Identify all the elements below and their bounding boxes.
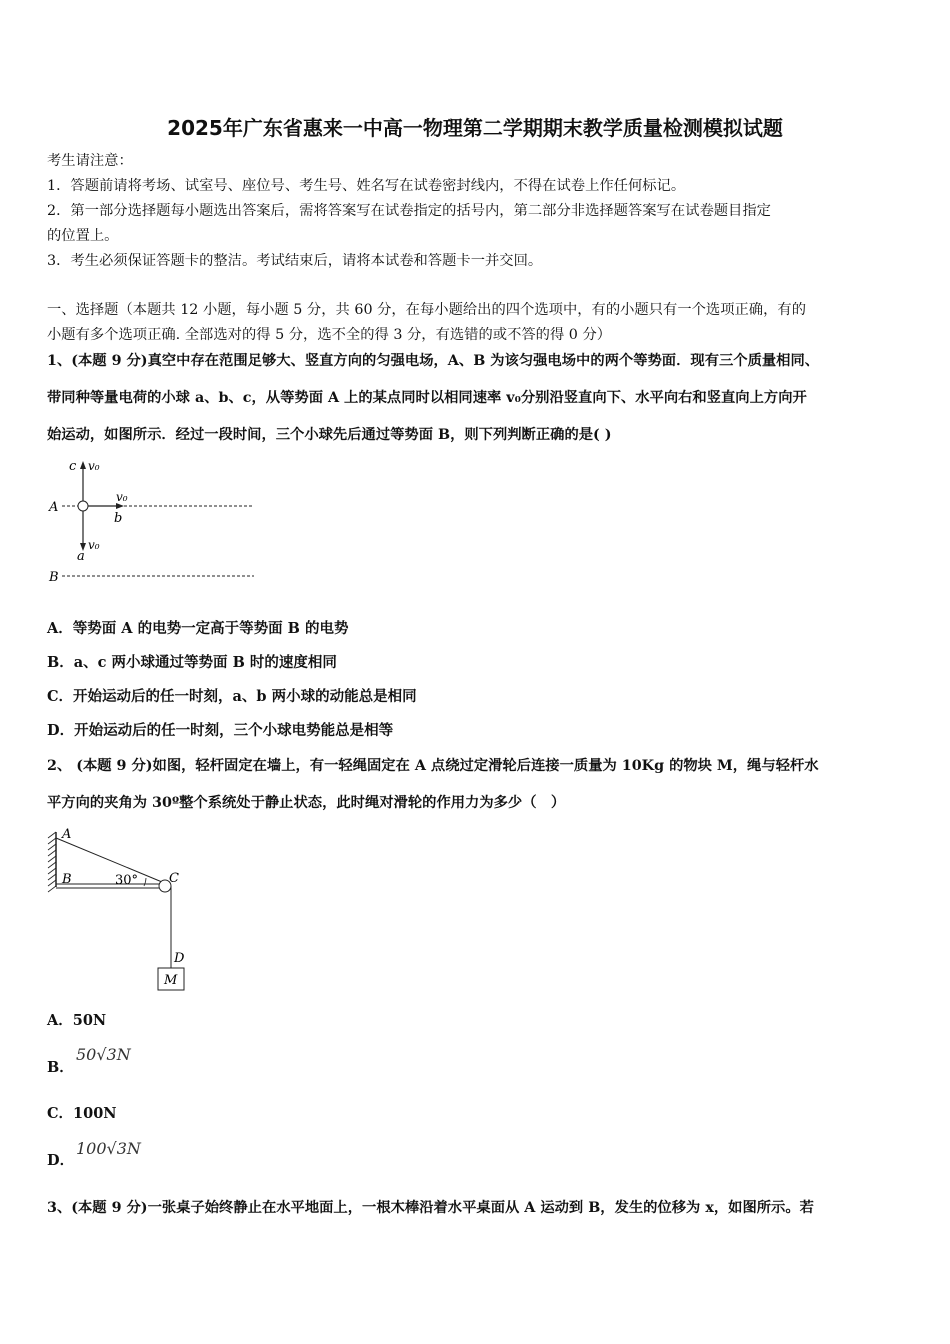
q1-stem-line3: 始运动，如图所示．经过一段时间，三个小球先后通过等势面 B，则下列判断正确的是( )	[47, 427, 612, 443]
label-B: B	[49, 570, 59, 585]
notice-item-2: 2．第一部分选择题每小题选出答案后，需将答案写在试卷指定的括号内，第二部分非选择题答案写在试卷题目指定	[47, 203, 771, 219]
label-D: D	[174, 951, 185, 966]
label-A: A	[49, 500, 59, 515]
notice-item-1: 1．答题前请将考场、试室号、座位号、考生号、姓名写在试卷密封线内，不得在试卷上作任何标记。	[47, 178, 686, 194]
q2-stem-line2: 平方向的夹角为 30º整个系统处于静止状态，此时绳对滑轮的作用力为多少（ ）	[47, 795, 566, 811]
q3-stem-line1: 3、(本题 9 分)一张桌子始终静止在水平地面上，一根木棒沿着水平桌面从 A 运动到 B，发生的位移为 x，如图所示。若	[47, 1200, 814, 1216]
q2-option-d-label: D．	[47, 1152, 75, 1169]
label-b: b	[114, 511, 123, 526]
label-M: M	[164, 973, 178, 988]
label-a: a	[77, 549, 85, 564]
charged-ball	[78, 501, 88, 511]
q1-option-d: D．开始运动后的任一时刻，三个小球电势能总是相等	[47, 722, 394, 739]
page-title: 2025年广东省惠来一中高一物理第二学期期末教学质量检测模拟试题	[167, 116, 783, 140]
q2-option-a: A．50N	[47, 1012, 107, 1029]
notice-heading: 考生请注意：	[47, 153, 133, 169]
q2-option-c: C．100N	[47, 1105, 117, 1122]
q1-stem-line1: 1、(本题 9 分)真空中存在范围足够大、竖直方向的匀强电场，A、B 为该匀强电场中的两个等势面．现有三个质量相同、	[47, 353, 820, 369]
label-A: A	[62, 827, 72, 842]
q1-option-c: C．开始运动后的任一时刻，a、b 两小球的动能总是相同	[47, 688, 417, 705]
label-c: c	[69, 459, 77, 474]
angle-label: 30°	[115, 873, 139, 888]
q2-stem-line1: 2、 (本题 9 分)如图，轻杆固定在墙上，有一轻绳固定在 A 点绕过定滑轮后连接一质量为 10Kg 的物块 M，绳与轻杆水	[47, 758, 819, 774]
rope-ac	[56, 838, 162, 882]
label-v0-down: v₀	[88, 538, 100, 552]
q2-option-b-value: 50√3N	[76, 1045, 131, 1064]
section-heading-cont: 小题有多个选项正确. 全部选对的得 5 分，选不全的得 3 分，有选错的或不答的得 0 分）	[47, 327, 612, 343]
arrow-up-icon	[80, 461, 86, 469]
notice-item-2-cont: 的位置上。	[47, 228, 119, 244]
q2-figure	[44, 822, 204, 997]
q1-option-a: A．等势面 A 的电势一定高于等势面 B 的电势	[47, 620, 349, 637]
label-v0-up: v₀	[88, 459, 100, 473]
label-C: C	[169, 871, 179, 886]
label-v0-right: v₀	[116, 490, 128, 504]
q1-option-b: B．a、c 两小球通过等势面 B 时的速度相同	[47, 654, 337, 671]
notice-item-3: 3．考生必须保证答题卡的整洁。考试结束后，请将本试卷和答题卡一并交回。	[47, 253, 543, 269]
q1-stem-line2: 带同种等量电荷的小球 a、b、c，从等势面 A 上的某点同时以相同速率 v₀分别沿竖直向下、水平向右和竖直向上方向开	[47, 390, 807, 406]
q1-figure	[44, 454, 264, 589]
q2-option-b-label: B．	[47, 1059, 74, 1076]
label-B: B	[62, 872, 72, 887]
q2-option-d-value: 100√3N	[76, 1139, 141, 1158]
section-heading: 一、选择题（本题共 12 小题，每小题 5 分，共 60 分，在每小题给出的四个选项中，有的小题只有一个选项正确，有的	[47, 302, 806, 318]
